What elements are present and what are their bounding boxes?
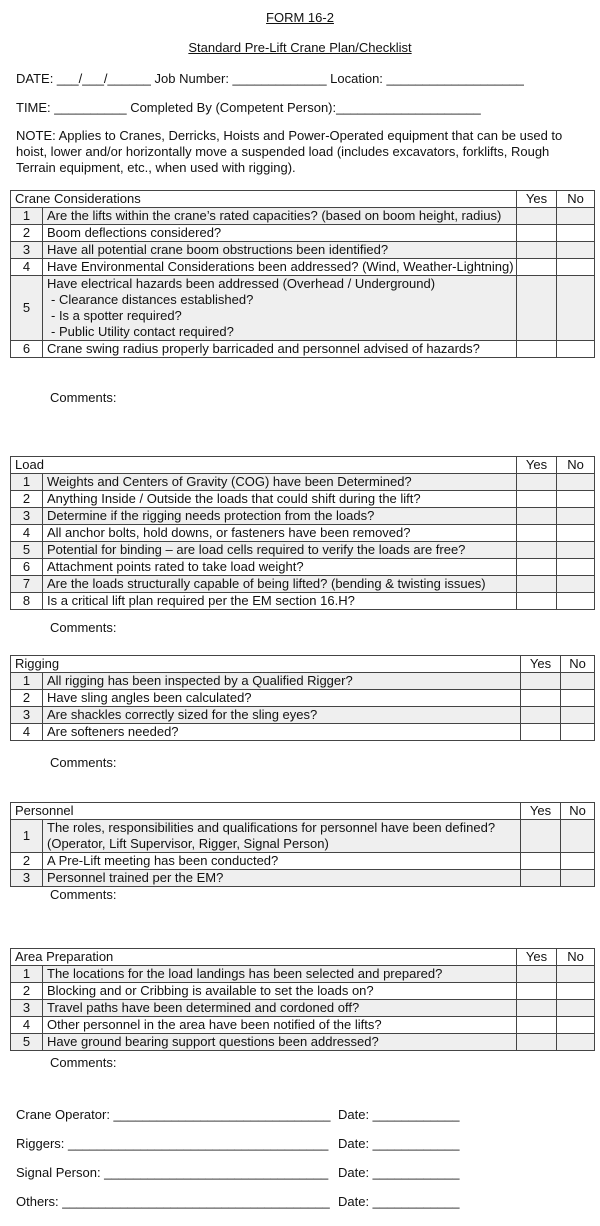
item-question: Personnel trained per the EM? bbox=[47, 870, 224, 885]
item-question: Boom deflections considered? bbox=[47, 225, 222, 240]
item-number: 8 bbox=[11, 593, 43, 610]
item-question: Have all potential crane boom obstructions been identified? bbox=[47, 242, 389, 257]
item-number: 4 bbox=[11, 724, 43, 741]
item-question: Have ground bearing support questions been addressed? bbox=[47, 1034, 379, 1049]
item-subquestion: - Is a spotter required? bbox=[51, 308, 182, 323]
yes-checkbox-cell[interactable] bbox=[517, 1000, 557, 1017]
no-checkbox-cell[interactable] bbox=[557, 1034, 595, 1051]
item-text bbox=[43, 491, 517, 508]
yes-checkbox-cell[interactable] bbox=[517, 259, 557, 276]
yes-checkbox-cell[interactable] bbox=[521, 724, 561, 741]
item-number: 4 bbox=[11, 1017, 43, 1034]
checklist-table bbox=[10, 948, 595, 1051]
no-header: No bbox=[557, 191, 595, 208]
item-number: 1 bbox=[11, 966, 43, 983]
no-checkbox-cell[interactable] bbox=[557, 491, 595, 508]
item-question: Potential for binding – are load cells required to verify the loads are free? bbox=[47, 542, 466, 557]
item-text bbox=[43, 673, 521, 690]
item-text bbox=[43, 870, 521, 887]
no-header: No bbox=[557, 457, 595, 474]
item-text bbox=[43, 724, 521, 741]
no-checkbox-cell[interactable] bbox=[557, 966, 595, 983]
no-checkbox-cell[interactable] bbox=[557, 1017, 595, 1034]
item-text bbox=[43, 1017, 517, 1034]
table-header bbox=[11, 656, 595, 673]
table-row bbox=[11, 491, 595, 508]
checklist-table bbox=[10, 190, 595, 358]
item-text bbox=[43, 966, 517, 983]
no-checkbox-cell[interactable] bbox=[561, 673, 595, 690]
item-text bbox=[43, 820, 521, 853]
table-row bbox=[11, 690, 595, 707]
item-question: Blocking and or Cribbing is available to set the loads on? bbox=[47, 983, 374, 998]
yes-checkbox-cell[interactable] bbox=[517, 576, 557, 593]
no-checkbox-cell[interactable] bbox=[561, 724, 595, 741]
item-question: Are the lifts within the crane’s rated capacities? (based on boom height, radius) bbox=[47, 208, 502, 223]
signature-line[interactable]: Crane Operator: ______________________________ bbox=[16, 1107, 331, 1122]
item-number: 2 bbox=[11, 690, 43, 707]
date-job-location-line[interactable]: DATE: ___/___/______ Job Number: _____________ Location: ___________________ bbox=[16, 71, 524, 86]
time-completed-by-line[interactable]: TIME: __________ Completed By (Competent Person):____________________ bbox=[16, 100, 481, 115]
item-number: 1 bbox=[11, 208, 43, 225]
no-checkbox-cell[interactable] bbox=[557, 208, 595, 225]
section-title: Rigging bbox=[11, 656, 521, 673]
no-checkbox-cell[interactable] bbox=[557, 593, 595, 610]
item-number: 1 bbox=[11, 474, 43, 491]
no-checkbox-cell[interactable] bbox=[557, 1000, 595, 1017]
item-text bbox=[43, 707, 521, 724]
item-text bbox=[43, 242, 517, 259]
yes-checkbox-cell[interactable] bbox=[517, 474, 557, 491]
table-row bbox=[11, 559, 595, 576]
item-question: Crane swing radius properly barricaded and personnel advised of hazards? bbox=[47, 341, 480, 356]
yes-checkbox-cell[interactable] bbox=[517, 508, 557, 525]
item-text bbox=[43, 542, 517, 559]
item-question: Have electrical hazards been addressed (Overhead / Underground) bbox=[47, 276, 436, 291]
form-number: FORM 16-2 bbox=[266, 10, 334, 25]
table-row bbox=[11, 225, 595, 242]
no-checkbox-cell[interactable] bbox=[557, 474, 595, 491]
table-row bbox=[11, 983, 595, 1000]
table-row bbox=[11, 724, 595, 741]
checklist-table bbox=[10, 456, 595, 610]
table-row bbox=[11, 474, 595, 491]
signature-line[interactable]: Signal Person: _______________________________ bbox=[16, 1165, 329, 1180]
yes-header: Yes bbox=[517, 191, 557, 208]
item-number: 3 bbox=[11, 870, 43, 887]
signature-line[interactable]: Others: _____________________________________ bbox=[16, 1194, 330, 1209]
item-question: The locations for the load landings has been selected and prepared? bbox=[47, 966, 443, 981]
yes-checkbox-cell[interactable] bbox=[517, 491, 557, 508]
item-question: Attachment points rated to take load weight? bbox=[47, 559, 304, 574]
yes-checkbox-cell[interactable] bbox=[517, 559, 557, 576]
table-row bbox=[11, 508, 595, 525]
table-row bbox=[11, 542, 595, 559]
item-number: 2 bbox=[11, 853, 43, 870]
yes-header: Yes bbox=[517, 457, 557, 474]
yes-checkbox-cell[interactable] bbox=[521, 820, 561, 853]
table-row bbox=[11, 259, 595, 276]
item-number: 2 bbox=[11, 983, 43, 1000]
table-row bbox=[11, 242, 595, 259]
yes-checkbox-cell[interactable] bbox=[517, 525, 557, 542]
item-question: The roles, responsibilities and qualifications for personnel have been defined? (Operator, Lift Supervisor, Rigger, Signal Person) bbox=[47, 820, 496, 851]
no-checkbox-cell[interactable] bbox=[557, 983, 595, 1000]
item-number: 3 bbox=[11, 508, 43, 525]
no-header: No bbox=[557, 949, 595, 966]
item-question: Weights and Centers of Gravity (COG) have been Determined? bbox=[47, 474, 412, 489]
table-row bbox=[11, 1034, 595, 1051]
item-text bbox=[43, 525, 517, 542]
section-title: Crane Considerations bbox=[11, 191, 517, 208]
comments-label[interactable]: Comments: bbox=[50, 887, 117, 902]
item-text bbox=[43, 593, 517, 610]
table-row bbox=[11, 966, 595, 983]
signature-line[interactable]: Riggers: ____________________________________ bbox=[16, 1136, 329, 1151]
signature-date[interactable]: Date: ____________ bbox=[338, 1107, 460, 1122]
table-header bbox=[11, 191, 595, 208]
yes-checkbox-cell[interactable] bbox=[521, 673, 561, 690]
item-number: 2 bbox=[11, 225, 43, 242]
no-header: No bbox=[561, 803, 595, 820]
item-number: 6 bbox=[11, 341, 43, 358]
section-title: Load bbox=[11, 457, 517, 474]
item-number: 3 bbox=[11, 242, 43, 259]
note-text: NOTE: Applies to Cranes, Derricks, Hoists and Power-Operated equipment that can be used to hoist, lower and/or horizontally move a suspended load (includes excavators, forklifts, Rough Terrain equipment, etc., when used with rigging). bbox=[16, 128, 563, 175]
table-row bbox=[11, 341, 595, 358]
comments-label[interactable]: Comments: bbox=[50, 620, 117, 635]
table-row bbox=[11, 1000, 595, 1017]
item-question: Determine if the rigging needs protection from the loads? bbox=[47, 508, 375, 523]
item-question: A Pre-Lift meeting has been conducted? bbox=[47, 853, 279, 868]
item-subquestion: - Public Utility contact required? bbox=[51, 324, 234, 339]
comments-label[interactable]: Comments: bbox=[50, 1055, 117, 1070]
item-number: 5 bbox=[11, 542, 43, 559]
yes-checkbox-cell[interactable] bbox=[517, 276, 557, 341]
no-checkbox-cell[interactable] bbox=[557, 542, 595, 559]
item-question: Have sling angles been calculated? bbox=[47, 690, 252, 705]
yes-header: Yes bbox=[521, 803, 561, 820]
section-title: Personnel bbox=[11, 803, 521, 820]
item-number: 4 bbox=[11, 259, 43, 276]
checklist-table bbox=[10, 655, 595, 741]
no-checkbox-cell[interactable] bbox=[557, 225, 595, 242]
yes-checkbox-cell[interactable] bbox=[517, 542, 557, 559]
item-subquestion: - Clearance distances established? bbox=[51, 292, 254, 307]
item-text bbox=[43, 690, 521, 707]
item-question: Have Environmental Considerations been addressed? (Wind, Weather-Lightning) bbox=[47, 259, 514, 274]
item-number: 1 bbox=[11, 820, 43, 853]
no-header: No bbox=[561, 656, 595, 673]
table-row bbox=[11, 1017, 595, 1034]
yes-checkbox-cell[interactable] bbox=[517, 1017, 557, 1034]
table-header bbox=[11, 457, 595, 474]
item-number: 5 bbox=[11, 276, 43, 341]
table-row bbox=[11, 276, 595, 341]
item-text bbox=[43, 1034, 517, 1051]
table-row bbox=[11, 707, 595, 724]
item-number: 7 bbox=[11, 576, 43, 593]
item-text bbox=[43, 276, 517, 341]
item-number: 2 bbox=[11, 491, 43, 508]
item-number: 3 bbox=[11, 707, 43, 724]
signature-date[interactable]: Date: ____________ bbox=[338, 1194, 460, 1209]
item-question: Is a critical lift plan required per the EM section 16.H? bbox=[47, 593, 355, 608]
table-row bbox=[11, 820, 595, 853]
item-text bbox=[43, 559, 517, 576]
table-row bbox=[11, 853, 595, 870]
no-checkbox-cell[interactable] bbox=[557, 259, 595, 276]
yes-checkbox-cell[interactable] bbox=[517, 593, 557, 610]
item-text bbox=[43, 1000, 517, 1017]
no-checkbox-cell[interactable] bbox=[561, 853, 595, 870]
yes-header: Yes bbox=[517, 949, 557, 966]
yes-checkbox-cell[interactable] bbox=[517, 242, 557, 259]
form-title: Standard Pre-Lift Crane Plan/Checklist bbox=[188, 40, 412, 55]
item-question: Other personnel in the area have been notified of the lifts? bbox=[47, 1017, 382, 1032]
no-checkbox-cell[interactable] bbox=[561, 820, 595, 853]
yes-checkbox-cell[interactable] bbox=[521, 707, 561, 724]
yes-checkbox-cell[interactable] bbox=[517, 966, 557, 983]
no-checkbox-cell[interactable] bbox=[557, 276, 595, 341]
comments-label[interactable]: Comments: bbox=[50, 755, 117, 770]
no-checkbox-cell[interactable] bbox=[557, 242, 595, 259]
yes-checkbox-cell[interactable] bbox=[517, 1034, 557, 1051]
item-question: Travel paths have been determined and cordoned off? bbox=[47, 1000, 360, 1015]
no-checkbox-cell[interactable] bbox=[557, 576, 595, 593]
yes-checkbox-cell[interactable] bbox=[521, 853, 561, 870]
item-text bbox=[43, 208, 517, 225]
item-text bbox=[43, 853, 521, 870]
yes-checkbox-cell[interactable] bbox=[521, 690, 561, 707]
yes-checkbox-cell[interactable] bbox=[517, 983, 557, 1000]
item-text bbox=[43, 508, 517, 525]
table-row bbox=[11, 673, 595, 690]
item-question: Anything Inside / Outside the loads that could shift during the lift? bbox=[47, 491, 421, 506]
item-question: Are softeners needed? bbox=[47, 724, 179, 739]
comments-label[interactable]: Comments: bbox=[50, 390, 117, 405]
no-checkbox-cell[interactable] bbox=[557, 341, 595, 358]
yes-checkbox-cell[interactable] bbox=[521, 870, 561, 887]
item-number: 6 bbox=[11, 559, 43, 576]
item-text bbox=[43, 225, 517, 242]
yes-checkbox-cell[interactable] bbox=[517, 208, 557, 225]
item-text bbox=[43, 474, 517, 491]
item-number: 3 bbox=[11, 1000, 43, 1017]
no-checkbox-cell[interactable] bbox=[561, 690, 595, 707]
table-row bbox=[11, 576, 595, 593]
signature-date[interactable]: Date: ____________ bbox=[338, 1165, 460, 1180]
no-checkbox-cell[interactable] bbox=[561, 707, 595, 724]
item-text bbox=[43, 983, 517, 1000]
yes-header: Yes bbox=[521, 656, 561, 673]
item-text bbox=[43, 341, 517, 358]
item-number: 4 bbox=[11, 525, 43, 542]
table-header bbox=[11, 803, 595, 820]
table-header bbox=[11, 949, 595, 966]
item-number: 5 bbox=[11, 1034, 43, 1051]
item-number: 1 bbox=[11, 673, 43, 690]
yes-checkbox-cell[interactable] bbox=[517, 341, 557, 358]
no-checkbox-cell[interactable] bbox=[557, 559, 595, 576]
table-row bbox=[11, 870, 595, 887]
item-question: All anchor bolts, hold downs, or fasteners have been removed? bbox=[47, 525, 411, 540]
no-checkbox-cell[interactable] bbox=[561, 870, 595, 887]
item-question: Are shackles correctly sized for the sling eyes? bbox=[47, 707, 318, 722]
section-title: Area Preparation bbox=[11, 949, 517, 966]
checklist-table bbox=[10, 802, 595, 887]
signature-date[interactable]: Date: ____________ bbox=[338, 1136, 460, 1151]
no-checkbox-cell[interactable] bbox=[557, 525, 595, 542]
no-checkbox-cell[interactable] bbox=[557, 508, 595, 525]
table-row bbox=[11, 525, 595, 542]
table-row bbox=[11, 208, 595, 225]
item-question: Are the loads structurally capable of being lifted? (bending & twisting issues) bbox=[47, 576, 486, 591]
item-text bbox=[43, 576, 517, 593]
item-question: All rigging has been inspected by a Qualified Rigger? bbox=[47, 673, 353, 688]
item-text bbox=[43, 259, 517, 276]
yes-checkbox-cell[interactable] bbox=[517, 225, 557, 242]
table-row bbox=[11, 593, 595, 610]
